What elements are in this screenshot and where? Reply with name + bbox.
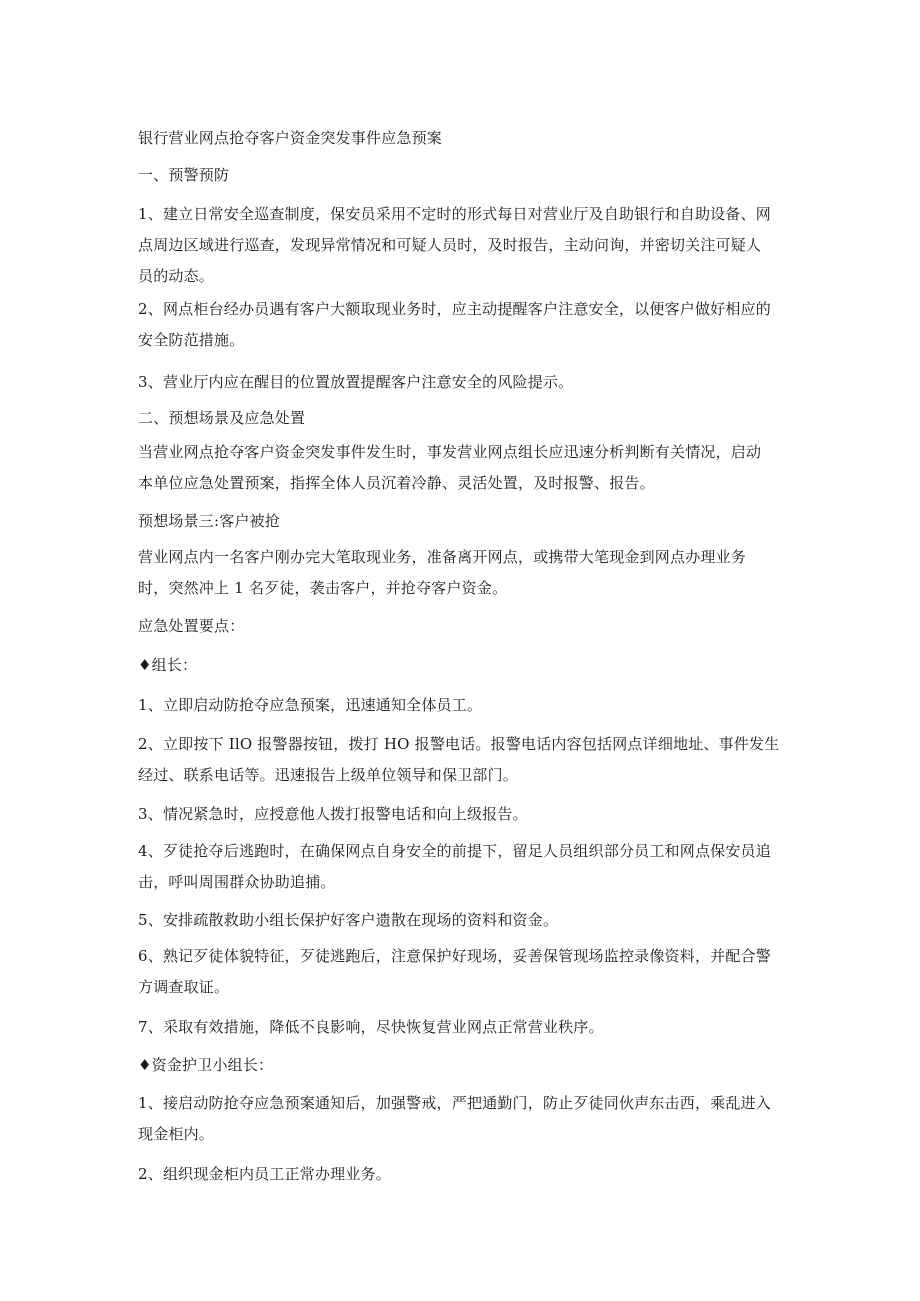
leader-item-7: 7、采取有效措施，降低不良影响，尽快恢复营业网点正常营业秩序。	[138, 1018, 604, 1036]
section-heading-scenario: 二、预想场景及应急处置	[138, 409, 306, 427]
leader-heading: ♦组长：	[138, 656, 198, 674]
guard-heading: ♦资金护卫小组长：	[138, 1056, 274, 1074]
document-title: 银行营业网点抢夺客户资金突发事件应急预案	[138, 129, 443, 147]
leader-item-1: 1、立即启动防抢夺应急预案，迅速通知全体员工。	[138, 696, 483, 714]
guard-item-1: 1、接启动防抢夺应急预案通知后，加强警戒，严把通勤门，防止歹徒同伙声东击西，乘乱进入 现金柜内。	[138, 1094, 771, 1143]
leader-item-5: 5、安排疏散救助小组长保护好客户遗散在现场的资料和资金。	[138, 911, 559, 929]
warning-item-2: 2、网点柜台经办员遇有客户大额取现业务时，应主动提醒客户注意安全，以便客户做好相应的 安全防范措施。	[138, 300, 771, 349]
leader-item-3: 3、情况紧急时，应授意他人拨打报警电话和向上级报告。	[138, 805, 528, 823]
leader-item-6: 6、熟记歹徒体貌特征，歹徒逃跑后，注意保护好现场，妥善保管现场监控录像资料，并配合警 方调查取证。	[138, 947, 771, 996]
section-heading-warning: 一、预警预防	[138, 166, 230, 184]
leader-item-2: 2、立即按下 IlO 报警器按钮，拨打 HO 报警电话。报警电话内容包括网点详细地址、事件发生 经过、联系电话等。迅速报告上级单位领导和保卫部门。	[138, 735, 780, 784]
guard-item-2: 2、组织现金柜内员工正常办理业务。	[138, 1165, 391, 1183]
scenario-description: 营业网点内一名客户刚办完大笔取现业务，准备离开网点，或携带大笔现金到网点办理业务 时，突然冲上 1 名歹徒，袭击客户，并抢夺客户资金。	[138, 548, 747, 597]
warning-item-3: 3、营业厅内应在醒目的位置放置提醒客户注意安全的风险提示。	[138, 373, 574, 391]
warning-item-1: 1、建立日常安全巡查制度，保安员采用不定时的形式每日对营业厅及自助银行和自助设备、网 点周边区域进行巡查，发现异常情况和可疑人员时，及时报告，主动问询，并密切关注可疑人 员的动态。	[138, 205, 771, 285]
scenario-title: 预想场景三:客户被抢	[138, 512, 281, 530]
leader-item-4: 4、歹徒抢夺后逃跑时，在确保网点自身安全的前提下，留足人员组织部分员工和网点保安员追 击，呼叫周围群众协助追捕。	[138, 842, 771, 891]
key-points-heading: 应急处置要点：	[138, 617, 245, 635]
scenario-intro: 当营业网点抢夺客户资金突发事件发生时，事发营业网点组长应迅速分析判断有关情况，启动 本单位应急处置预案，指挥全体人员沉着冷静、灵活处置，及时报警、报告。	[138, 443, 762, 492]
